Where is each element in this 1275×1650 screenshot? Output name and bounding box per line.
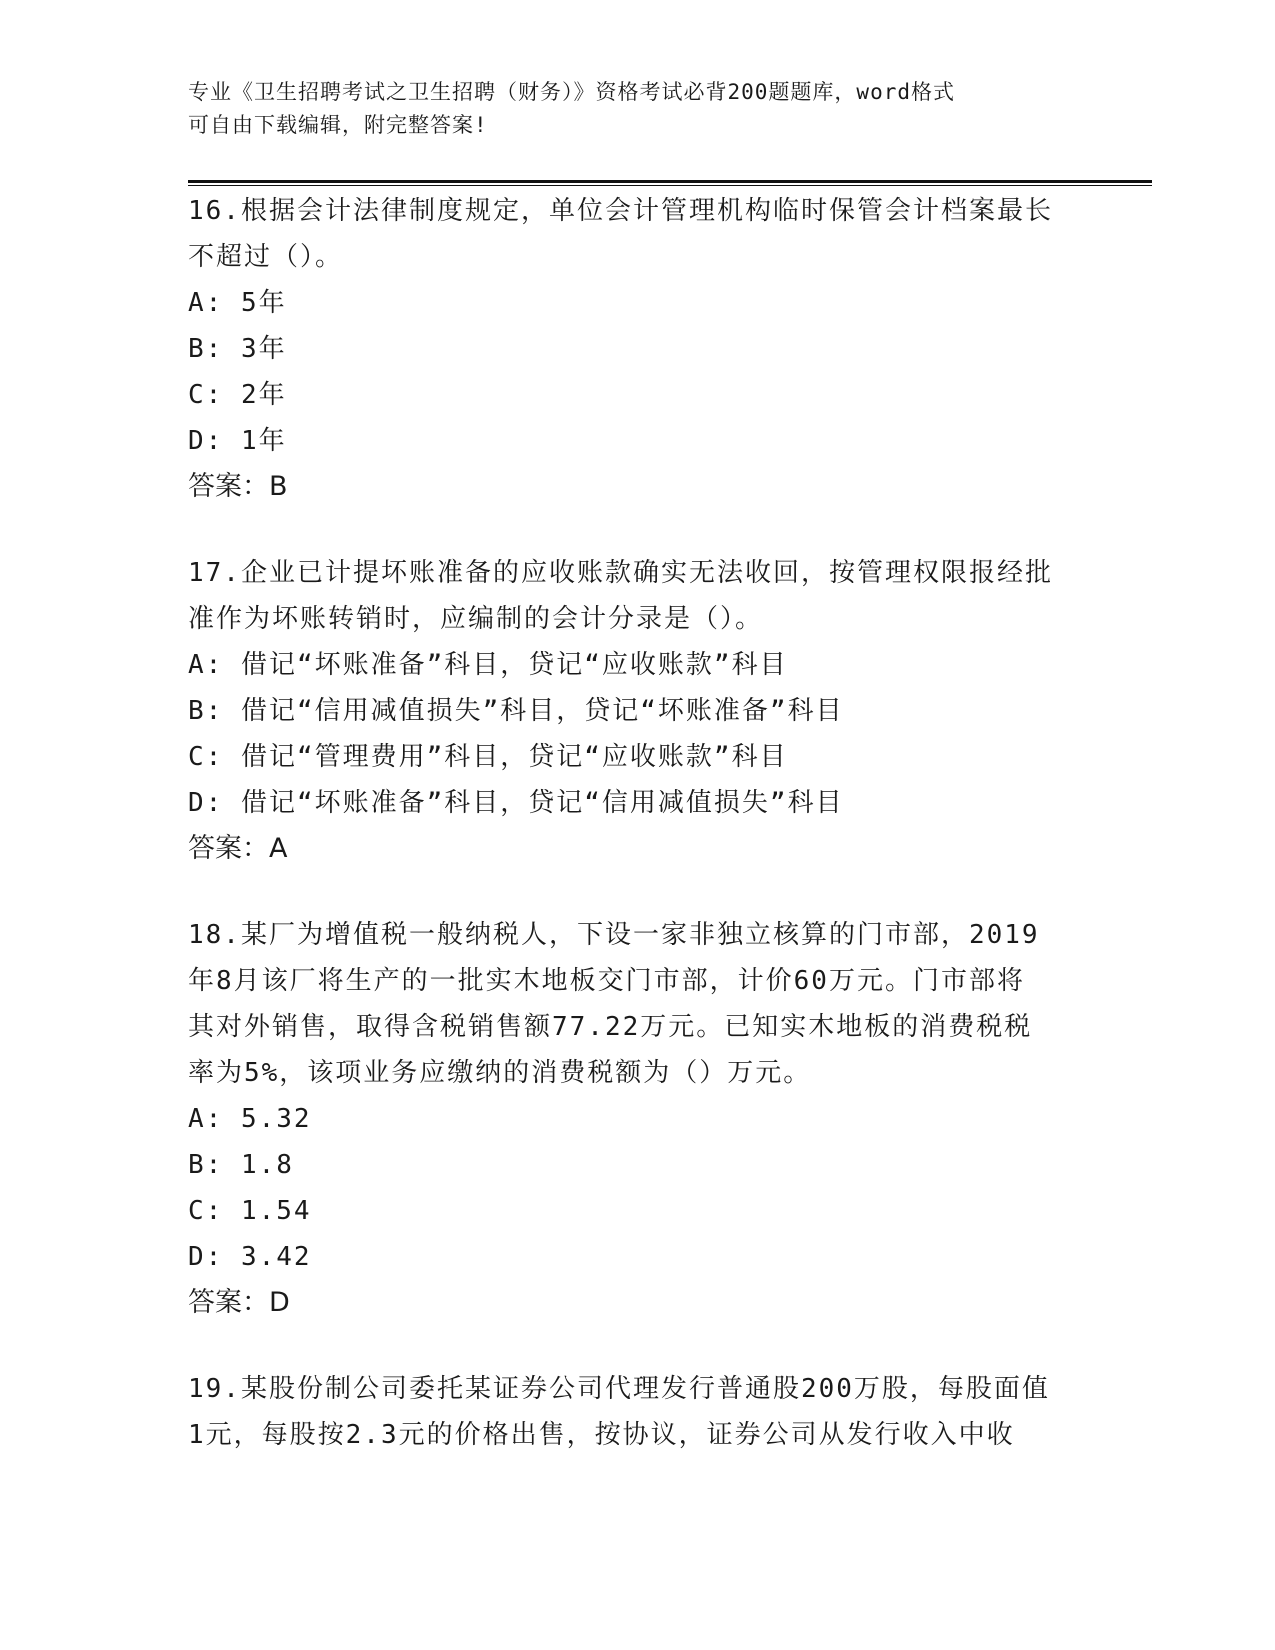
question-18 xyxy=(188,912,1088,1326)
answer-line xyxy=(188,826,1088,872)
question-stem-line: 其对外销售，取得含税销售额77.22万元。已知实木地板的消费税税 xyxy=(188,1012,1033,1042)
question-16 xyxy=(188,188,1088,510)
header-line-1: 专业《卫生招聘考试之卫生招聘（财务）》资格考试必背200题题库，word格式 xyxy=(188,80,955,104)
question-stem-line: 1元，每股按2.3元的价格出售，按协议，证券公司从发行收入中收 xyxy=(188,1420,1015,1450)
question-stem-line: 16.根据会计法律制度规定，单位会计管理机构临时保管会计档案最长 xyxy=(188,196,1053,226)
question-17 xyxy=(188,550,1088,872)
option-c: C: 借记“管理费用”科目，贷记“应收账款”科目 xyxy=(188,742,788,772)
answer-value: D xyxy=(269,1287,290,1318)
option-b: B: 1.8 xyxy=(188,1150,294,1180)
question-stem-line: 18.某厂为增值税一般纳税人，下设一家非独立核算的门市部，2019 xyxy=(188,920,1040,950)
option-a: A: 借记“坏账准备”科目，贷记“应收账款”科目 xyxy=(188,650,788,680)
answer-line xyxy=(188,464,1088,510)
option-a: A: 5年 xyxy=(188,288,287,318)
document-header xyxy=(188,76,1068,142)
question-stem-line: 年8月该厂将生产的一批实木地板交门市部，计价60万元。门市部将 xyxy=(188,966,1025,996)
question-stem-line: 准作为坏账转销时，应编制的会计分录是（）。 xyxy=(188,604,764,634)
answer-label: 答案： xyxy=(188,1287,269,1318)
question-stem-line: 率为5%，该项业务应缴纳的消费税额为（）万元。 xyxy=(188,1058,812,1088)
option-c: C: 1.54 xyxy=(188,1196,312,1226)
question-19 xyxy=(188,1366,1088,1458)
option-b: B: 借记“信用减值损失”科目，贷记“坏账准备”科目 xyxy=(188,696,844,726)
answer-value: B xyxy=(269,471,288,502)
question-stem-line: 17.企业已计提坏账准备的应收账款确实无法收回，按管理权限报经批 xyxy=(188,558,1053,588)
answer-label: 答案： xyxy=(188,471,269,502)
answer-value: A xyxy=(269,833,288,864)
option-b: B: 3年 xyxy=(188,334,287,364)
header-line-2: 可自由下载编辑，附完整答案! xyxy=(188,113,488,137)
question-stem-line: 19.某股份制公司委托某证券公司代理发行普通股200万股，每股面值 xyxy=(188,1374,1050,1404)
option-d: D: 1年 xyxy=(188,426,287,456)
answer-line xyxy=(188,1280,1088,1326)
header-rule-thin xyxy=(188,185,1152,186)
question-list xyxy=(188,188,1088,1498)
option-d: D: 借记“坏账准备”科目，贷记“信用减值损失”科目 xyxy=(188,788,844,818)
option-c: C: 2年 xyxy=(188,380,287,410)
option-d: D: 3.42 xyxy=(188,1242,312,1272)
answer-label: 答案： xyxy=(188,833,269,864)
question-stem-line: 不超过（）。 xyxy=(188,242,344,272)
option-a: A: 5.32 xyxy=(188,1104,312,1134)
header-rule-thick xyxy=(188,180,1152,183)
